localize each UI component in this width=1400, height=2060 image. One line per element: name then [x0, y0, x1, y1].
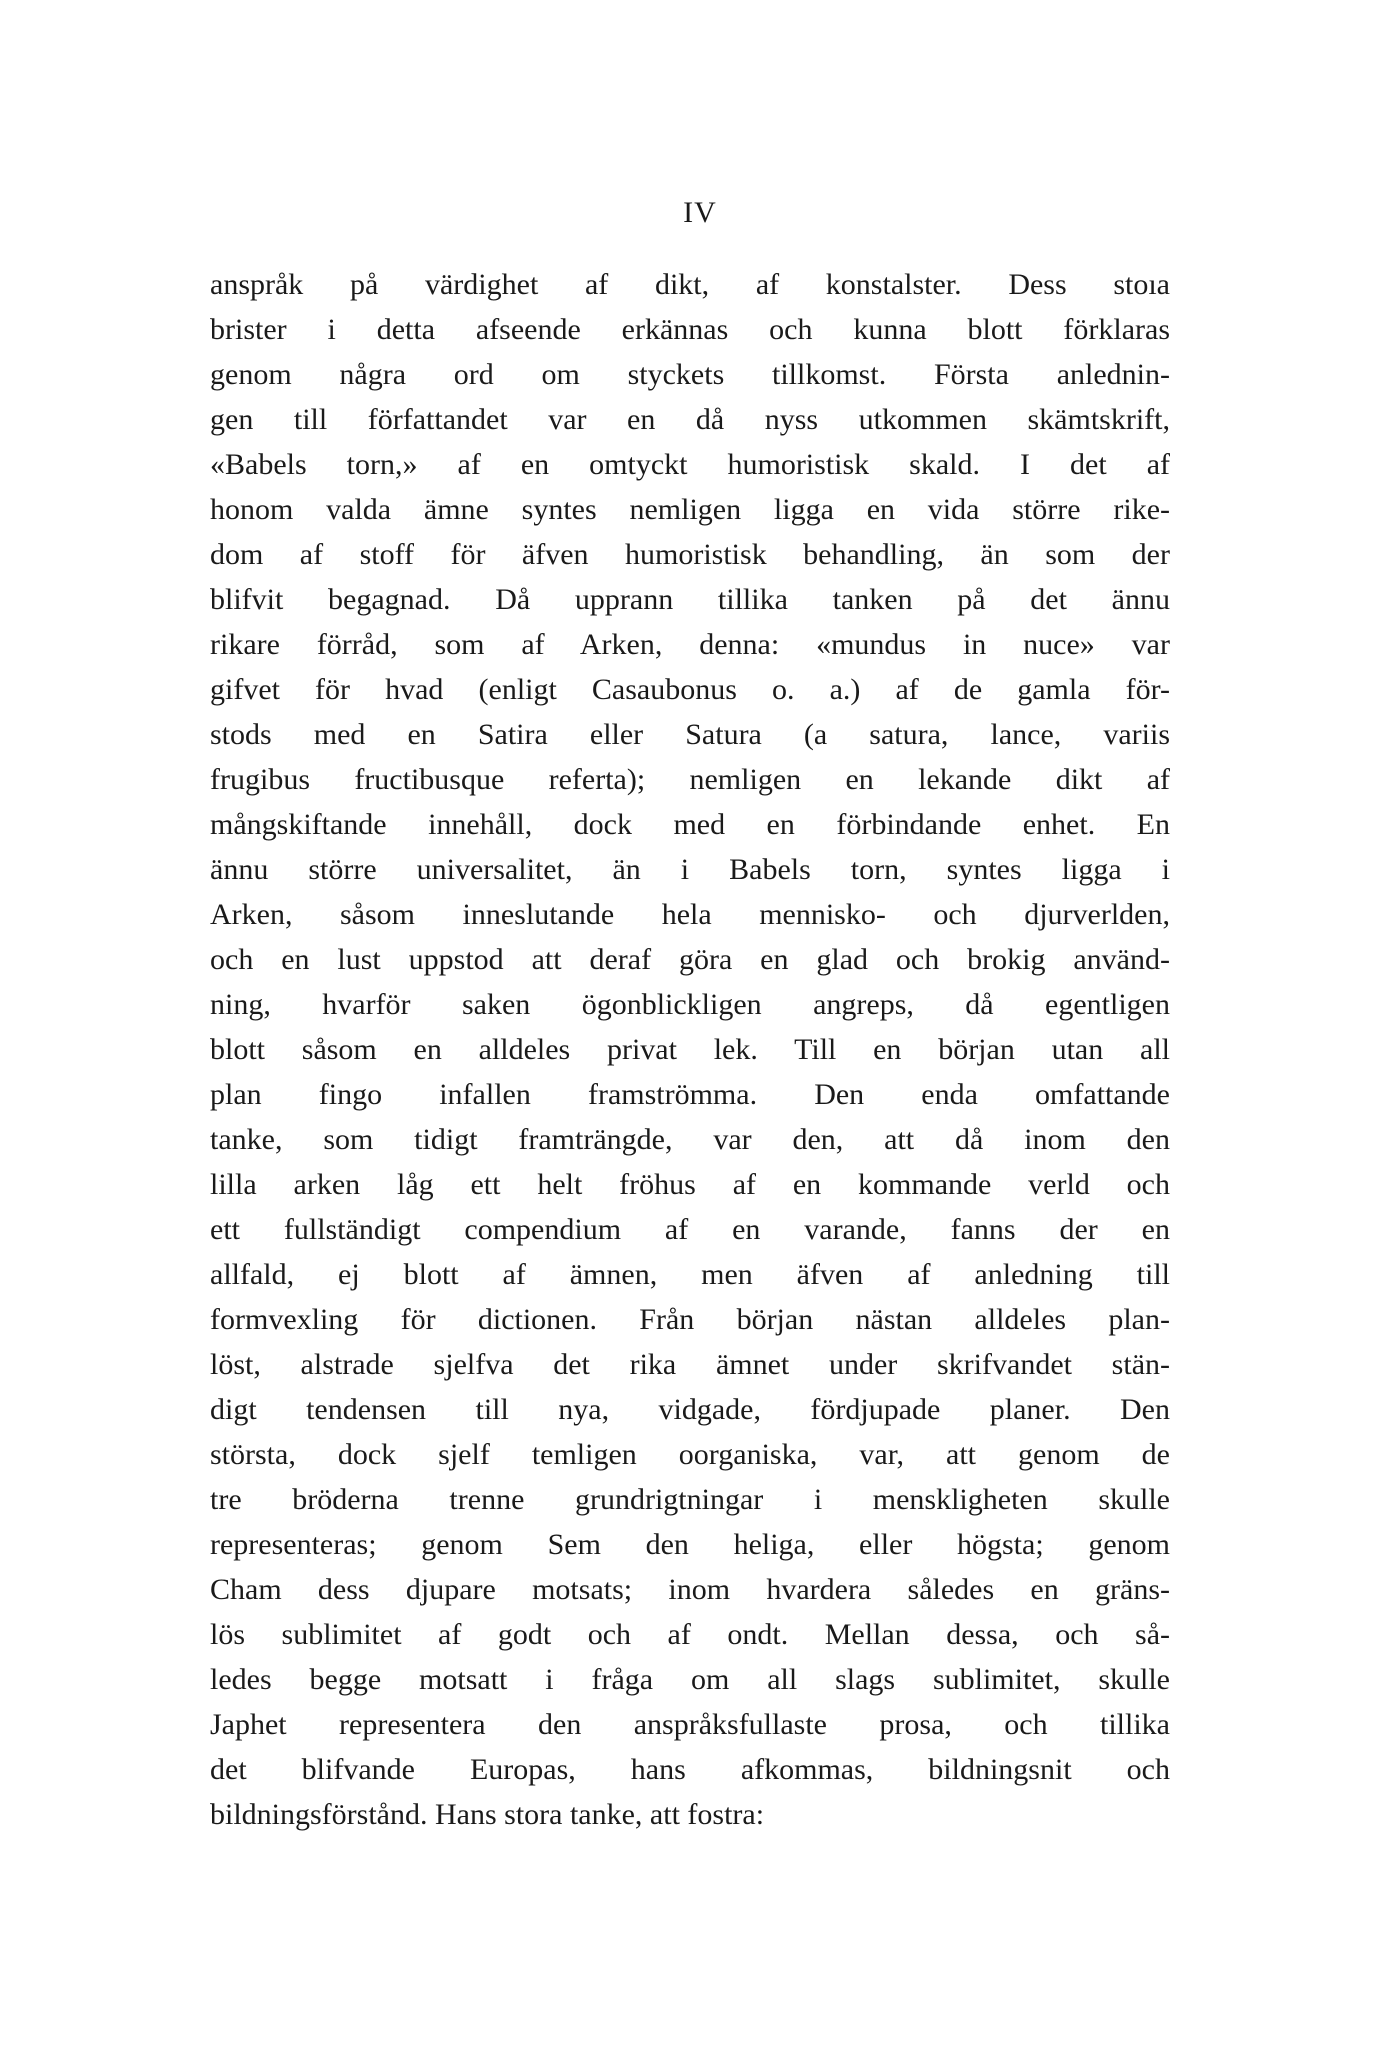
text-line: Japhet representera den anspråksfullaste prosa, och tillika: [210, 1708, 1170, 1741]
text-line: frugibus fructibusque referta); nemligen en lekande dikt af: [210, 763, 1170, 796]
text-line: tanke, som tidigt framträngde, var den, att då inom den: [210, 1123, 1170, 1156]
text-line: plan fingo infallen framströmma. Den enda omfattande: [210, 1078, 1170, 1111]
page-number: IV: [683, 196, 717, 229]
text-line: «Babels torn,» af en omtyckt humoristisk skald. I det af: [210, 448, 1170, 481]
text-line: blott såsom en alldeles privat lek. Till en början utan all: [210, 1033, 1170, 1066]
text-line: Cham dess djupare motsats; inom hvardera således en gräns-: [210, 1573, 1170, 1606]
text-line: gen till författandet var en då nyss utkommen skämtskrift,: [210, 403, 1170, 436]
text-line: lilla arken låg ett helt fröhus af en kommande verld och: [210, 1168, 1170, 1201]
text-line: genom några ord om styckets tillkomst. Första anlednin-: [210, 358, 1170, 391]
text-line: tre bröderna trenne grundrigtningar i menskligheten skulle: [210, 1483, 1170, 1516]
text-line: allfald, ej blott af ämnen, men äfven af anledning till: [210, 1258, 1170, 1291]
text-line: lös sublimitet af godt och af ondt. Mellan dessa, och så-: [210, 1618, 1170, 1651]
text-line: mångskiftande innehåll, dock med en förbindande enhet. En: [210, 808, 1170, 841]
text-line: blifvit begagnad. Då upprann tillika tanken på det ännu: [210, 583, 1170, 616]
text-line: honom valda ämne syntes nemligen ligga en vida större rike-: [210, 493, 1170, 526]
body-text: [210, 262, 1170, 1837]
text-line: brister i detta afseende erkännas och kunna blott förklaras: [210, 313, 1170, 346]
text-line: det blifvande Europas, hans afkommas, bildningsnit och: [210, 1753, 1170, 1786]
text-line: anspråk på värdighet af dikt, af konstalster. Dess stoıa: [210, 268, 1170, 301]
text-line: ning, hvarför saken ögonblickligen angreps, då egentligen: [210, 988, 1170, 1021]
text-line: största, dock sjelf temligen oorganiska, var, att genom de: [210, 1438, 1170, 1471]
text-line: bildningsförstånd. Hans stora tanke, att fostra:: [210, 1798, 765, 1831]
text-line: ett fullständigt compendium af en varande, fanns der en: [210, 1213, 1170, 1246]
text-line: ledes begge motsatt i fråga om all slags sublimitet, skulle: [210, 1663, 1170, 1696]
text-line: och en lust uppstod att deraf göra en glad och brokig använd-: [210, 943, 1170, 976]
text-line: Arken, såsom inneslutande hela mennisko- och djurverlden,: [210, 898, 1170, 931]
text-line: representeras; genom Sem den heliga, eller högsta; genom: [210, 1528, 1170, 1561]
text-line: stods med en Satira eller Satura (a satura, lance, variis: [210, 718, 1170, 751]
text-line: rikare förråd, som af Arken, denna: «mundus in nuce» var: [210, 628, 1170, 661]
text-line: ännu större universalitet, än i Babels torn, syntes ligga i: [210, 853, 1170, 886]
text-line: gifvet för hvad (enligt Casaubonus o. a.) af de gamla för-: [210, 673, 1170, 706]
text-line: löst, alstrade sjelfva det rika ämnet under skrifvandet stän-: [210, 1348, 1170, 1381]
text-line: formvexling för dictionen. Från början nästan alldeles plan-: [210, 1303, 1170, 1336]
text-line: digt tendensen till nya, vidgade, fördjupade planer. Den: [210, 1393, 1170, 1426]
text-line: dom af stoff för äfven humoristisk behandling, än som der: [210, 538, 1170, 571]
